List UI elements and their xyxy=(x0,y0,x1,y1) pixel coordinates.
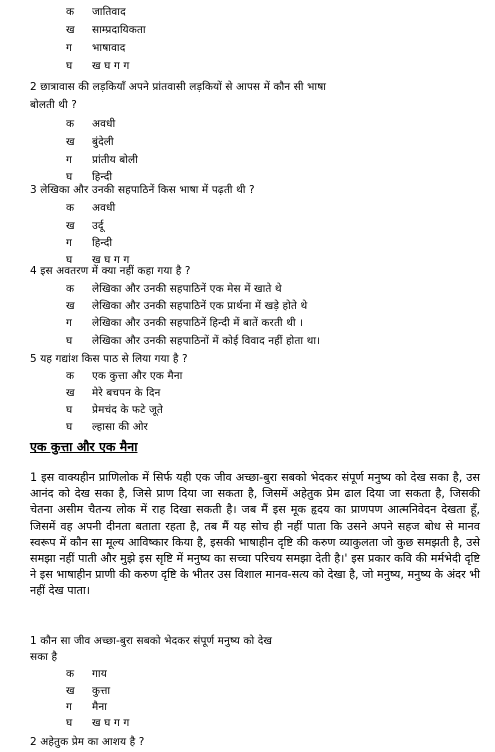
option-key: क xyxy=(66,6,75,18)
option-key: क xyxy=(66,370,75,382)
option-text: ख घ ग ग xyxy=(92,254,130,266)
option-row xyxy=(66,5,126,19)
option-text: लेखिका और उनकी सहपाठिनों में कोई विवाद नहीं होता था। xyxy=(92,335,321,347)
option-row xyxy=(66,219,104,233)
option-key: ग xyxy=(66,701,73,713)
option-text: कुत्ता xyxy=(92,685,111,697)
option-row xyxy=(66,386,160,400)
question-5-text: 5 यह गद्यांश किस पाठ से लिया गया है ? xyxy=(30,353,188,365)
option-row xyxy=(66,201,115,215)
option-row xyxy=(66,153,138,167)
option-row xyxy=(66,23,146,37)
option-key: ख xyxy=(66,136,75,148)
option-text: मैना xyxy=(92,701,108,713)
option-row xyxy=(66,135,114,149)
option-key: घ xyxy=(66,60,73,72)
option-key: ख xyxy=(66,685,75,697)
option-text: उर्दू xyxy=(92,220,104,232)
option-key: क xyxy=(66,283,75,295)
option-key: ख xyxy=(66,300,75,312)
question-4-text: 4 इस अवतरण में क्या नहीं कहा गया है ? xyxy=(30,265,191,277)
option-row xyxy=(66,117,115,131)
option-text: लेखिका और उनकी सहपाठिनें हिन्दी में बातें करती थी । xyxy=(92,317,304,329)
option-text: प्रेमचंद के फटे जूते xyxy=(92,404,163,416)
option-row xyxy=(66,684,110,698)
option-row xyxy=(66,282,282,296)
option-key: ग xyxy=(66,237,73,249)
passage-question-2-text: 2 अहेतुक प्रेम का आशय है ? xyxy=(30,736,145,748)
option-key: ख xyxy=(66,24,75,36)
option-key: घ xyxy=(66,404,73,416)
question-2-text: 2 छात्रावास की लड़कियाँ अपने प्रांतवासी लड़कियों से आपस में कौन सी भाषा xyxy=(30,81,327,93)
option-text: भाषावाद xyxy=(92,42,126,54)
option-key: ख xyxy=(66,387,75,399)
option-key: ग xyxy=(66,154,73,166)
option-text: साम्प्रदायिकता xyxy=(92,24,146,36)
option-text: ल्हासा की ओर xyxy=(92,421,148,433)
option-text: अवधी xyxy=(92,202,116,214)
option-row xyxy=(66,41,125,55)
option-row xyxy=(66,667,107,681)
option-row xyxy=(66,170,112,184)
option-key: घ xyxy=(66,717,73,729)
option-key: घ xyxy=(66,421,73,433)
option-row xyxy=(66,369,182,383)
option-key: क xyxy=(66,118,75,130)
option-text: बुंदेली xyxy=(92,136,114,148)
option-row xyxy=(66,716,129,730)
option-row xyxy=(66,236,112,250)
option-key: क xyxy=(66,202,75,214)
option-row xyxy=(66,420,148,434)
option-text: ख घ ग ग xyxy=(92,717,130,729)
option-key: घ xyxy=(66,335,73,347)
option-key: घ xyxy=(66,254,73,266)
option-text: एक कुत्ता और एक मैना xyxy=(92,370,183,382)
question-3-text: 3 लेखिका और उनकी सहपाठिनें किस भाषा में पढ़ती थी ? xyxy=(30,184,255,196)
option-text: गाय xyxy=(92,668,107,680)
option-text: हिन्दी xyxy=(92,171,113,183)
question-2-text-cont: बोलती थी ? xyxy=(30,99,77,111)
option-key: ग xyxy=(66,42,73,54)
option-row xyxy=(66,334,320,348)
option-row xyxy=(66,700,107,714)
option-text: अवधी xyxy=(92,118,116,130)
option-row xyxy=(66,403,163,417)
option-key: क xyxy=(66,668,75,680)
option-text: मेरे बचपन के दिन xyxy=(92,387,161,399)
option-row xyxy=(66,316,303,330)
option-text: प्रांतीय बोली xyxy=(92,154,138,166)
section-title: एक कुत्ता और एक मैना xyxy=(30,439,138,454)
option-key: घ xyxy=(66,171,73,183)
option-text: लेखिका और उनकी सहपाठिनें एक मेस में खाते थे xyxy=(92,283,282,295)
option-text: जातिवाद xyxy=(92,6,126,18)
option-key: ख xyxy=(66,220,75,232)
option-text: ख घ ग ग xyxy=(92,60,130,72)
option-key: ग xyxy=(66,317,73,329)
option-row xyxy=(66,59,129,73)
option-row xyxy=(66,299,307,313)
passage-question-1-text: 1 कौन सा जीव अच्छा-बुरा सबको भेदकर संपूर्ण मनुष्य को देख xyxy=(30,635,273,647)
passage-text: 1 इस वाक्यहीन प्राणिलोक में सिर्फ यही एक जीव अच्छा-बुरा सबको भेदकर संपूर्ण मनुष्य को देख सका है, उस आनंद को देख सका है, जिसे प्राण दिया जा सकता है, जिसमें अहेतुक प्रेम ढाल दिया जा सकता है, जिसकी चेतना असीम चैतन्य लोक में राह दिखा सकती है। जब मैं इस मूक हृदय का प्राणपण आत्मनिवेदन देखता हूँ, जिसमें वह अपनी दीनता बताता रहता है, तब मैं यह सोच ही नहीं पाता कि उसने अपने सहज बोध से मानव स्वरूप में कौन सा मूल्य आविष्कार किया है, इसकी भाषाहीन दृष्टि की करुण व्याकुलता जो कुछ समझती है, उसे समझा नहीं पाती और मुझे इस सृष्टि में मनुष्य का सच्चा परिचय समझा देती है।' इस प्रकार कवि की मर्मभेदी दृष्टि ने इस भाषाहीन प्राणी की करुण दृष्टि के भीतर उस विशाल मानव-सत्य को देखा है, जो मनुष्य, मनुष्य के अंदर भी नहीं देख पाता। xyxy=(30,471,480,598)
passage-question-1-text-cont: सका है xyxy=(30,651,58,663)
option-text: लेखिका और उनकी सहपाठिनें एक प्रार्थना में खड़े होते थे xyxy=(92,300,308,312)
option-text: हिन्दी xyxy=(92,237,113,249)
